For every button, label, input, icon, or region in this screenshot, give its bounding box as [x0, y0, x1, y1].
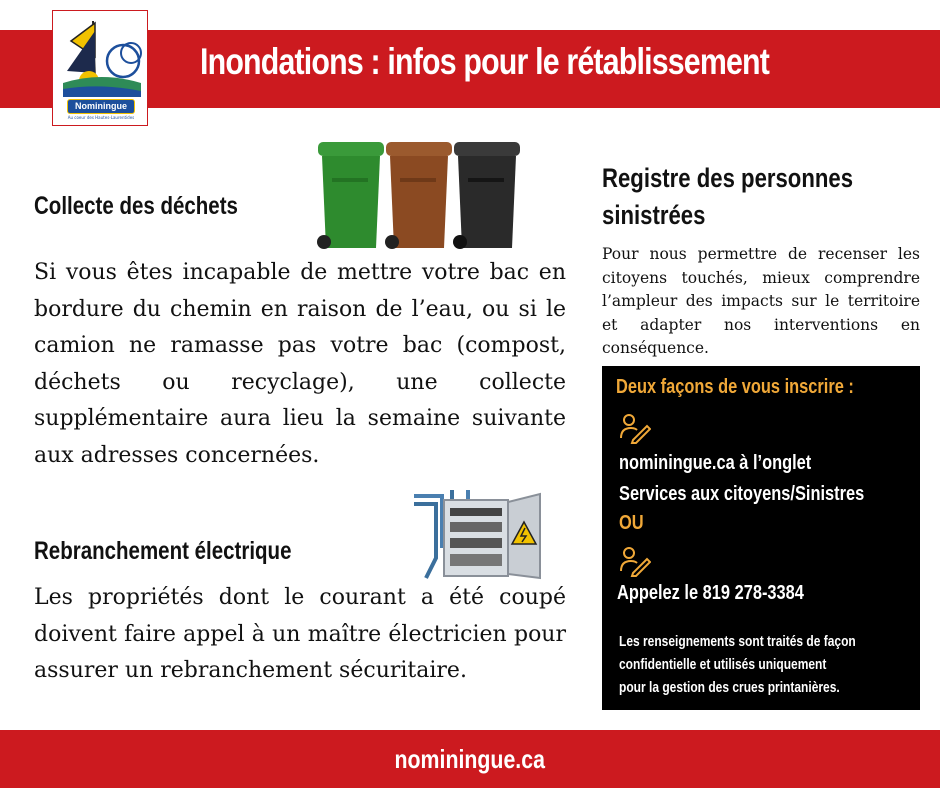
electric-body: Les propriétés dont le courant a été coupé doivent faire appel à un maître électricien pour assurer un rebranchement sécuritaire. — [34, 585, 566, 683]
waste-body: Si vous êtes incapable de mettre votre bac en bordure du chemin en raison de l’eau, ou si le camion ne ramasse pas votre bac (compost, déchets ou recyclage), une collecte supplémentaire aura lieu la semaine suivante aux adresses concernées. — [34, 260, 566, 468]
footer-website-link[interactable]: nominingue.ca — [394, 744, 546, 774]
registry-body: Pour nous permettre de recenser les citoyens touchés, mieux comprendre l’ampleur des impacts sur le territoire et adapter nos interventions en conséquence. — [602, 245, 920, 357]
option1-line1: nominingue.ca à l’onglet — [619, 452, 812, 474]
electric-heading: Rebranchement électrique — [34, 537, 292, 565]
footer-url-wrapper — [0, 744, 940, 775]
logo-tagline: Au coeur des Hautes-Laurentides — [67, 115, 135, 120]
logo-name: Nominingue — [67, 99, 135, 114]
page-title: Inondations : infos pour le rétablissement — [200, 41, 770, 82]
trash-bins-icon — [312, 138, 522, 254]
person-edit-icon — [619, 412, 651, 444]
registry-heading-line2: sinistrées — [602, 200, 706, 230]
privacy-note-line3: pour la gestion des crues printanières. — [619, 679, 840, 696]
phone-option: Appelez le 819 278-3384 — [617, 582, 804, 604]
electric-panel-illustration — [412, 488, 544, 584]
logo-emblem-icon — [53, 11, 149, 101]
person-edit-icon — [619, 545, 651, 577]
waste-bins-illustration — [312, 138, 522, 258]
electrical-panel-icon — [412, 488, 544, 580]
municipality-logo — [52, 10, 148, 126]
or-label: OU — [619, 512, 644, 534]
registry-heading-line1: Registre des personnes — [602, 163, 854, 193]
signup-title: Deux façons de vous inscrire : — [616, 376, 854, 398]
privacy-note-line2: confidentielle et utilisés uniquement — [619, 656, 827, 673]
privacy-note — [619, 630, 907, 699]
option1-line2: Services aux citoyens/Sinistres — [619, 483, 865, 505]
privacy-note-line1: Les renseignements sont traités de façon — [619, 633, 856, 650]
waste-heading: Collecte des déchets — [34, 192, 238, 220]
